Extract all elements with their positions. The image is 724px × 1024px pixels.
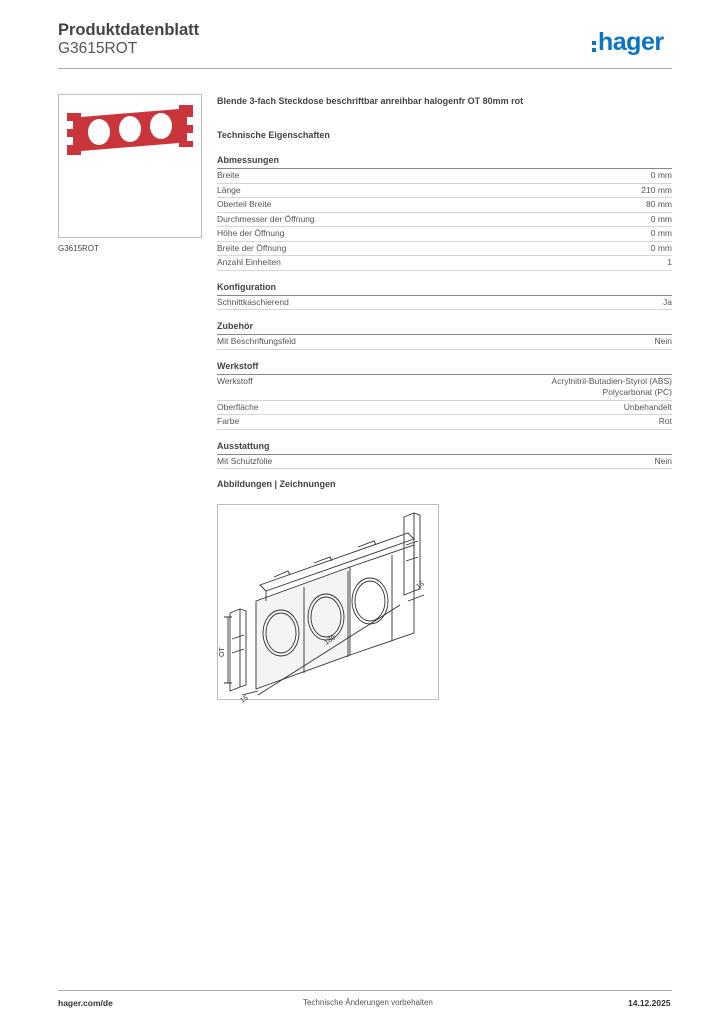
property-value bbox=[655, 335, 672, 349]
property-label: Länge bbox=[217, 184, 241, 195]
property-value bbox=[641, 184, 672, 198]
property-row bbox=[217, 455, 672, 470]
section-4 bbox=[217, 440, 672, 470]
property-label: Werkstoff bbox=[217, 375, 253, 386]
property-label: Oberfläche bbox=[217, 401, 259, 412]
property-value-line: 0 mm bbox=[650, 213, 672, 224]
property-label: Anzahl Einheiten bbox=[217, 257, 281, 267]
property-label: Mit Schutzfolie bbox=[217, 455, 273, 466]
property-label: Mit Beschriftungsfeld bbox=[217, 336, 296, 346]
property-value-line: 0 mm bbox=[650, 228, 672, 238]
property-value-line: Unbehandelt bbox=[623, 401, 672, 412]
section-title: Abmessungen bbox=[217, 154, 672, 169]
property-value bbox=[659, 415, 672, 429]
property-value-line: 80 mm bbox=[646, 199, 672, 209]
property-label: Breite bbox=[217, 170, 240, 180]
product-title: Blende 3-fach Steckdose beschriftbar anreihbar halogenfr OT 80mm rot bbox=[217, 96, 524, 106]
property-row bbox=[217, 184, 672, 199]
dim-15-top-label: 15 bbox=[415, 580, 426, 591]
property-value-line: 0 mm bbox=[650, 170, 672, 180]
section-3 bbox=[217, 360, 672, 430]
property-row bbox=[217, 198, 672, 213]
property-value-line: Nein bbox=[654, 455, 672, 466]
property-label: Durchmesser der Öffnung bbox=[217, 213, 315, 224]
property-row bbox=[217, 213, 672, 228]
property-value bbox=[651, 169, 672, 183]
property-value-line: Nein bbox=[654, 336, 672, 346]
property-value bbox=[667, 256, 672, 270]
property-value bbox=[651, 227, 672, 241]
property-row bbox=[217, 227, 672, 242]
property-row bbox=[217, 415, 672, 430]
technical-drawing bbox=[217, 504, 439, 705]
property-label: Oberteil Breite bbox=[217, 199, 272, 209]
page-title: Produktdatenblatt bbox=[58, 21, 200, 39]
cover-plate-icon bbox=[59, 95, 201, 237]
section-2 bbox=[217, 320, 672, 350]
property-row bbox=[217, 335, 672, 350]
property-value-line: Acrylnitril-Butadien-Styrol (ABS) bbox=[551, 375, 672, 386]
property-row bbox=[217, 256, 672, 271]
dim-ot-label: OT bbox=[219, 647, 226, 657]
footer-disclaimer: Technische Änderungen vorbehalten bbox=[303, 998, 433, 1007]
properties-sections bbox=[217, 154, 672, 469]
hager-logo[interactable] bbox=[592, 28, 664, 57]
image-caption: G3615ROT bbox=[58, 244, 99, 253]
figures-heading: Abbildungen | Zeichnungen bbox=[217, 479, 336, 489]
section-title: Ausstattung bbox=[217, 440, 672, 455]
footer-date: 14.12.2025 bbox=[628, 998, 671, 1008]
property-row bbox=[217, 169, 672, 184]
property-value bbox=[552, 376, 672, 399]
dimension-drawing-icon bbox=[218, 505, 438, 705]
property-row bbox=[217, 242, 672, 257]
property-value bbox=[651, 213, 672, 227]
logo-text: hager bbox=[598, 28, 664, 56]
property-value bbox=[646, 198, 672, 212]
property-value bbox=[651, 242, 672, 256]
product-image bbox=[58, 94, 202, 238]
footer-website-link[interactable]: hager.com/de bbox=[58, 998, 113, 1008]
property-row bbox=[217, 296, 672, 311]
property-value bbox=[655, 455, 672, 469]
property-value bbox=[624, 401, 672, 415]
dim-15-bottom-label: 15 bbox=[239, 694, 250, 705]
section-title: Werkstoff bbox=[217, 360, 672, 375]
property-value-line: 1 bbox=[667, 257, 672, 267]
property-label: Schnittkaschierend bbox=[217, 296, 289, 307]
dim-180-label: 180 bbox=[323, 634, 337, 647]
property-value-line: 210 mm bbox=[641, 184, 672, 195]
property-label: Höhe der Öffnung bbox=[217, 228, 285, 238]
property-label: Farbe bbox=[217, 416, 240, 426]
property-row bbox=[217, 401, 672, 416]
logo-dots-icon bbox=[592, 41, 596, 45]
header-divider bbox=[58, 68, 672, 69]
footer-divider bbox=[58, 990, 672, 991]
property-value-line: Ja bbox=[663, 296, 672, 307]
section-title: Zubehör bbox=[217, 320, 672, 335]
tech-properties-heading: Technische Eigenschaften bbox=[217, 130, 330, 140]
property-label: Breite der Öffnung bbox=[217, 242, 287, 253]
product-code: G3615ROT bbox=[58, 40, 138, 57]
property-value-line: 0 mm bbox=[650, 242, 672, 253]
section-0 bbox=[217, 154, 672, 271]
property-value-line: Rot bbox=[658, 416, 672, 426]
property-row bbox=[217, 375, 672, 401]
property-value bbox=[663, 296, 672, 310]
product-details bbox=[217, 96, 672, 493]
section-title: Konfiguration bbox=[217, 281, 672, 296]
property-value-line: Polycarbonat (PC) bbox=[602, 387, 672, 397]
section-1 bbox=[217, 281, 672, 311]
